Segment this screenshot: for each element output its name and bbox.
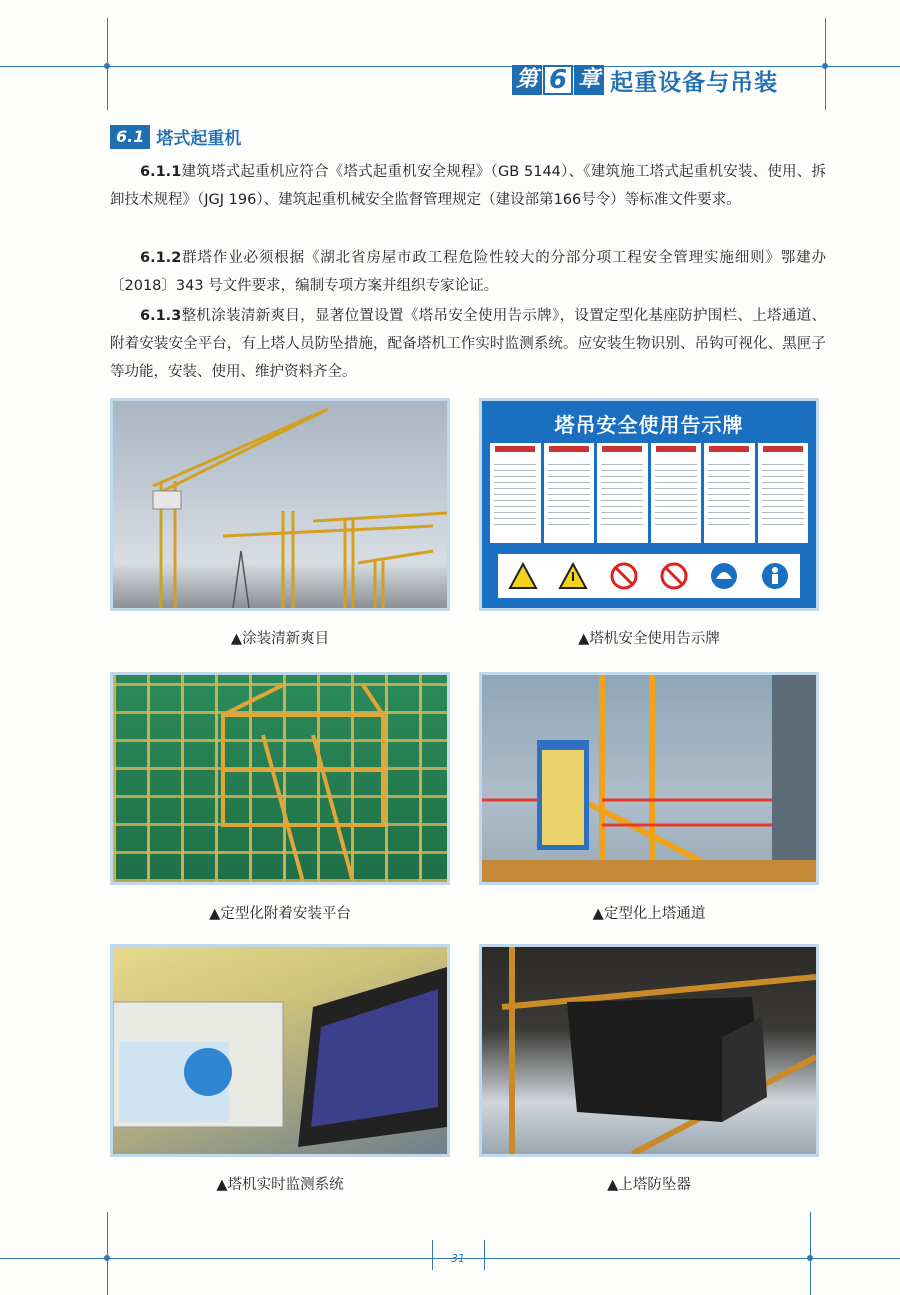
clause-text: 群塔作业必须根据《湖北省房屋市政工程危险性较大的分部分项工程安全管理实施细则》鄂建办〔2018〕343 号文件要求，编制专项方案并组织专家论证。: [110, 250, 826, 294]
chapter-title: 起重设备与吊装: [610, 69, 779, 96]
figure-caption: ▲涂装清新爽目: [230, 631, 330, 647]
prohibited-icon: [659, 561, 689, 591]
clause-text: 建筑塔式起重机应符合《塔式起重机安全规程》（GB 5144）、《建筑施工塔式起重机安装、使用、拆卸技术规程》（JGJ 196）、建筑起重机械安全监督管理规定（建设部第166号令）等标准文件要求。: [110, 164, 826, 208]
monitor-illustration: [113, 947, 447, 1154]
section-number: 6.1: [110, 125, 150, 149]
chapter-number: 6: [543, 65, 573, 95]
access-illustration: [482, 675, 816, 882]
clause-text: 整机涂装清新爽目，显著位置设置《塔吊安全使用告示牌》，设置定型化基座防护围栏、上塔通道、附着安装安全平台，有上塔人员防坠措施，配备塔机工作实时监测系统。应安装生物识别、吊钩可视化、黑匣子等功能，安装、使用、维护资料齐全。: [110, 308, 826, 380]
helmet-required-icon: [709, 561, 739, 591]
section-heading: [110, 124, 241, 149]
fall-arrester-photo: [479, 944, 819, 1157]
sign-panel: [704, 443, 755, 543]
access-passage-photo: [479, 672, 819, 885]
sign-panel: [490, 443, 541, 543]
sign-panel: [544, 443, 595, 543]
sign-panels: [490, 443, 808, 543]
sign-panel: [597, 443, 648, 543]
page-no-left-tick: [432, 1240, 433, 1270]
safety-icons-row: [498, 554, 800, 598]
clause-number: 6.1.1: [140, 164, 182, 180]
paragraph-6-1-1: [110, 158, 826, 214]
caution-triangle-icon: [558, 561, 588, 591]
bottom-left-dot: [104, 1255, 110, 1261]
clause-number: 6.1.3: [140, 308, 182, 324]
section-title: 塔式起重机: [156, 129, 242, 149]
sign-panel: [651, 443, 702, 543]
crane-illustration: [113, 401, 447, 608]
figure-caption: ▲塔机实时监测系统: [216, 1177, 344, 1193]
monitor-photo: [110, 944, 450, 1157]
bottom-right-vline: [810, 1212, 811, 1295]
chapter-header: [512, 60, 802, 100]
fall-arrester-illustration: [482, 947, 816, 1154]
platform-photo: [110, 672, 450, 885]
chapter-prefix: 第: [512, 65, 542, 95]
sign-title: 塔吊安全使用告示牌: [554, 413, 744, 437]
bottom-left-vline: [107, 1212, 108, 1295]
figure-caption: ▲上塔防坠器: [607, 1177, 691, 1193]
page-no-right-tick: [484, 1240, 485, 1270]
sign-panel: [758, 443, 809, 543]
paragraph-6-1-3: [110, 302, 826, 386]
page-number: 31: [451, 1252, 465, 1265]
platform-illustration: [113, 675, 447, 882]
no-entry-icon: [609, 561, 639, 591]
sign-board-photo: [479, 398, 819, 611]
chapter-suffix: 章: [574, 65, 604, 95]
figure-caption: ▲塔机安全使用告示牌: [578, 631, 720, 647]
harness-required-icon: [760, 561, 790, 591]
top-left-dot: [104, 63, 110, 69]
paragraph-6-1-2: [110, 244, 826, 300]
crane-photo: [110, 398, 450, 611]
bottom-right-dot: [807, 1255, 813, 1261]
warning-triangle-icon: [508, 561, 538, 591]
figure-caption: ▲定型化附着安装平台: [209, 906, 351, 922]
figure-caption: ▲定型化上塔通道: [592, 906, 706, 922]
top-right-dot: [822, 63, 828, 69]
clause-number: 6.1.2: [140, 250, 182, 266]
